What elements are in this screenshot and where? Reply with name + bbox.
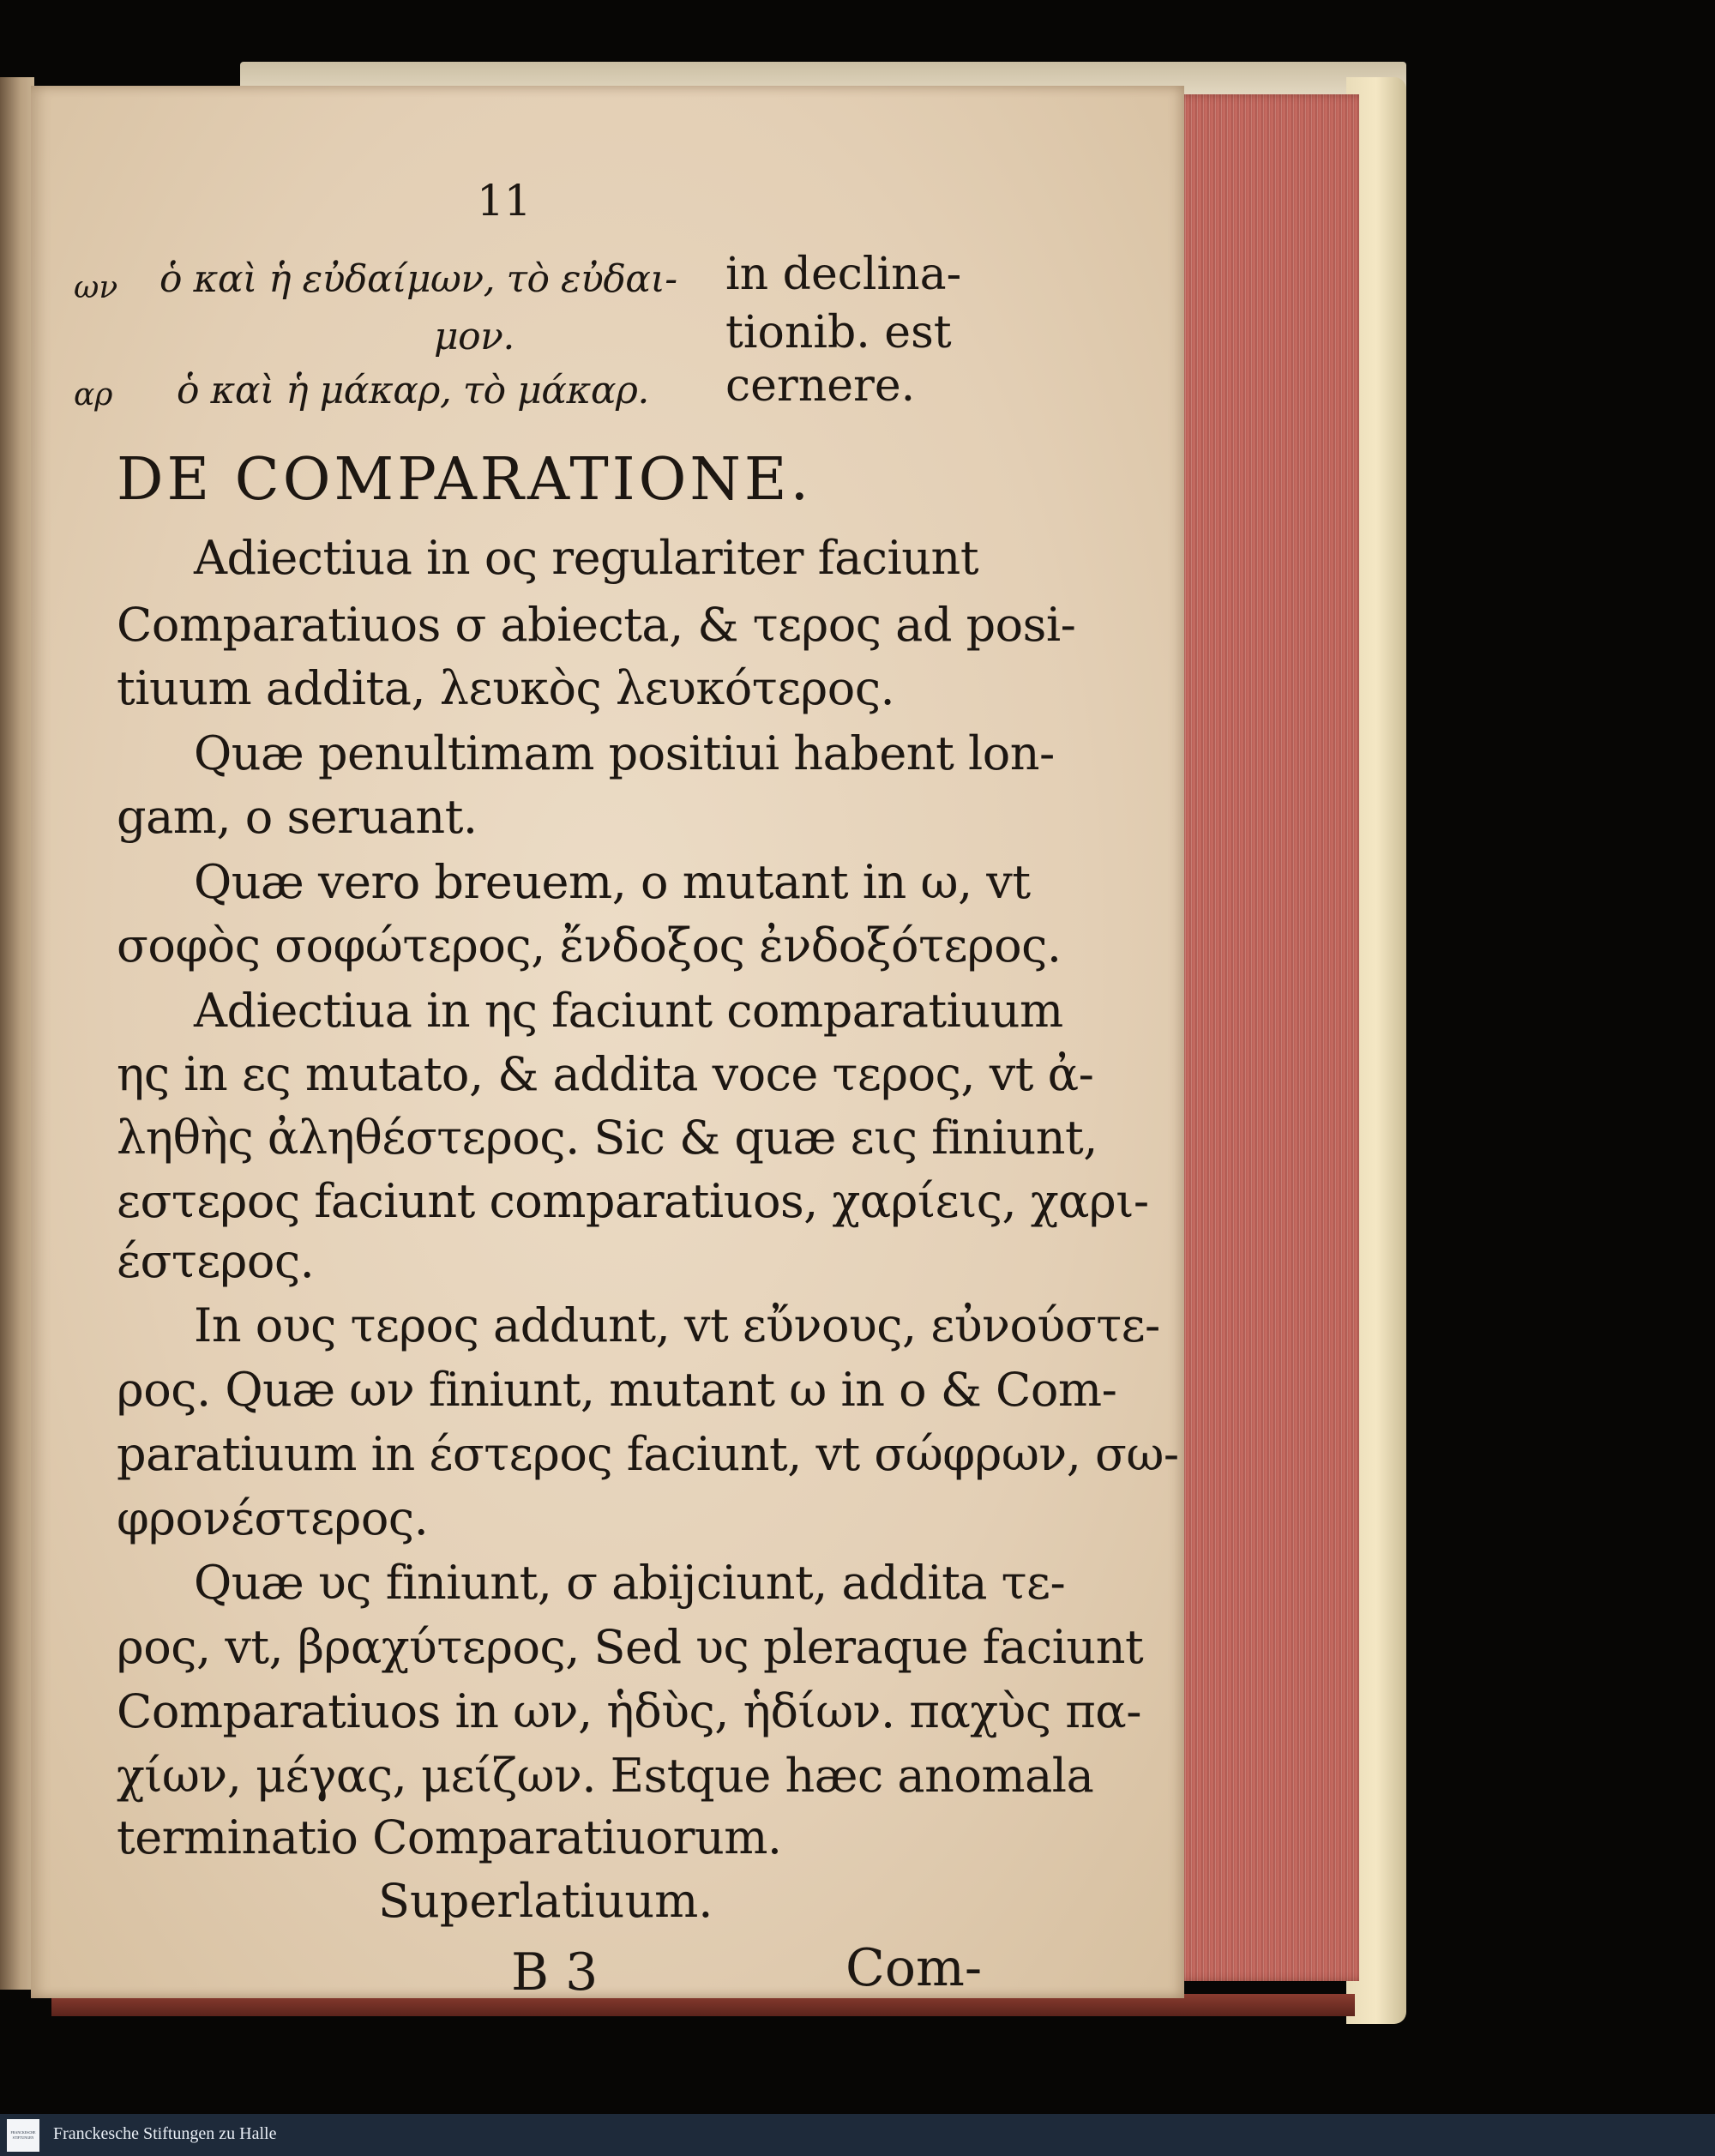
page-number: 11 [477, 176, 532, 226]
greek-line: ὁ καὶ ἡ εὐδαίμων, τὸ εὐδαι- [159, 257, 677, 301]
margin-note: in declina- [725, 249, 962, 300]
left-page-edge [0, 77, 34, 1990]
footer-bar [0, 2114, 1715, 2156]
institution-label: Franckesche Stiftungen zu Halle [53, 2124, 277, 2143]
text-line: ληθὴς ἀληθέστερος. Sic & quæ εις finiunt, [117, 1111, 1098, 1165]
red-page-fore-edge [1162, 94, 1359, 1981]
text-line: tiuum addita, λευκὸς λευκότερος. [117, 661, 895, 715]
text-line: Adiectiua in ης faciunt comparatiuum [194, 984, 1063, 1038]
margin-note: cernere. [725, 360, 916, 412]
catchword: Com- [845, 1938, 983, 1998]
section-heading: DE COMPARATIONE. [117, 446, 813, 514]
logo-text: FRANCKESCHE STIFTUNGEN [10, 2130, 36, 2140]
text-line: ρος. Quæ ων finiunt, mutant ω in ο & Com- [117, 1363, 1117, 1417]
text-line: gam, ο seruant. [117, 790, 478, 844]
text-line: Comparatiuos in ων, ἡδὺς, ἡδίων. παχὺς πα- [117, 1684, 1141, 1738]
text-line: Quæ vero breuem, ο mutant in ω, vt [194, 855, 1031, 909]
section-subheading: Superlatiuum. [378, 1874, 713, 1928]
text-line: φρονέστερος. [117, 1491, 429, 1545]
text-line: In ους τερος addunt, vt εὔνους, εὐνούστε- [194, 1298, 1160, 1352]
greek-line: ὁ καὶ ἡ μάκαρ, τὸ μάκαρ. [177, 369, 649, 413]
greek-line: μον. [434, 315, 514, 358]
text-line: χίων, μέγας, μείζων. Estque hæc anomala [117, 1749, 1094, 1803]
text-line: Adiectiua in ος regulariter faciunt [194, 531, 979, 585]
text-line: Comparatiuos σ abiecta, & τερος ad posi- [117, 598, 1076, 652]
book-page [31, 86, 1184, 2002]
ending-label: αρ [74, 377, 113, 413]
text-line: terminatio Comparatiuorum. [117, 1810, 782, 1864]
text-line: Quæ υς finiunt, σ abijciunt, addita τε- [194, 1556, 1066, 1610]
text-line: εστερος faciunt comparatiuos, χαρίεις, χαρι- [117, 1174, 1149, 1228]
margin-note: tionib. est [725, 307, 952, 358]
text-line: ρος, vt, βραχύτερος, Sed υς pleraque faciunt [117, 1620, 1144, 1674]
ending-label: ων [74, 270, 118, 305]
text-line: ης in ες mutato, & addita voce τερος, vt ἀ- [117, 1047, 1094, 1101]
text-line: Quæ penultimam positiui habent lon- [194, 726, 1055, 780]
signature-mark: B 3 [511, 1942, 599, 2002]
text-line: σοφὸς σοφώτερος, ἔνδοξος ἐνδοξότερος. [117, 918, 1062, 973]
text-line: έστερος. [117, 1234, 315, 1288]
institution-logo [7, 2119, 39, 2152]
text-line: paratiuum in έστερος faciunt, vt σώφρων, σω- [117, 1427, 1179, 1481]
